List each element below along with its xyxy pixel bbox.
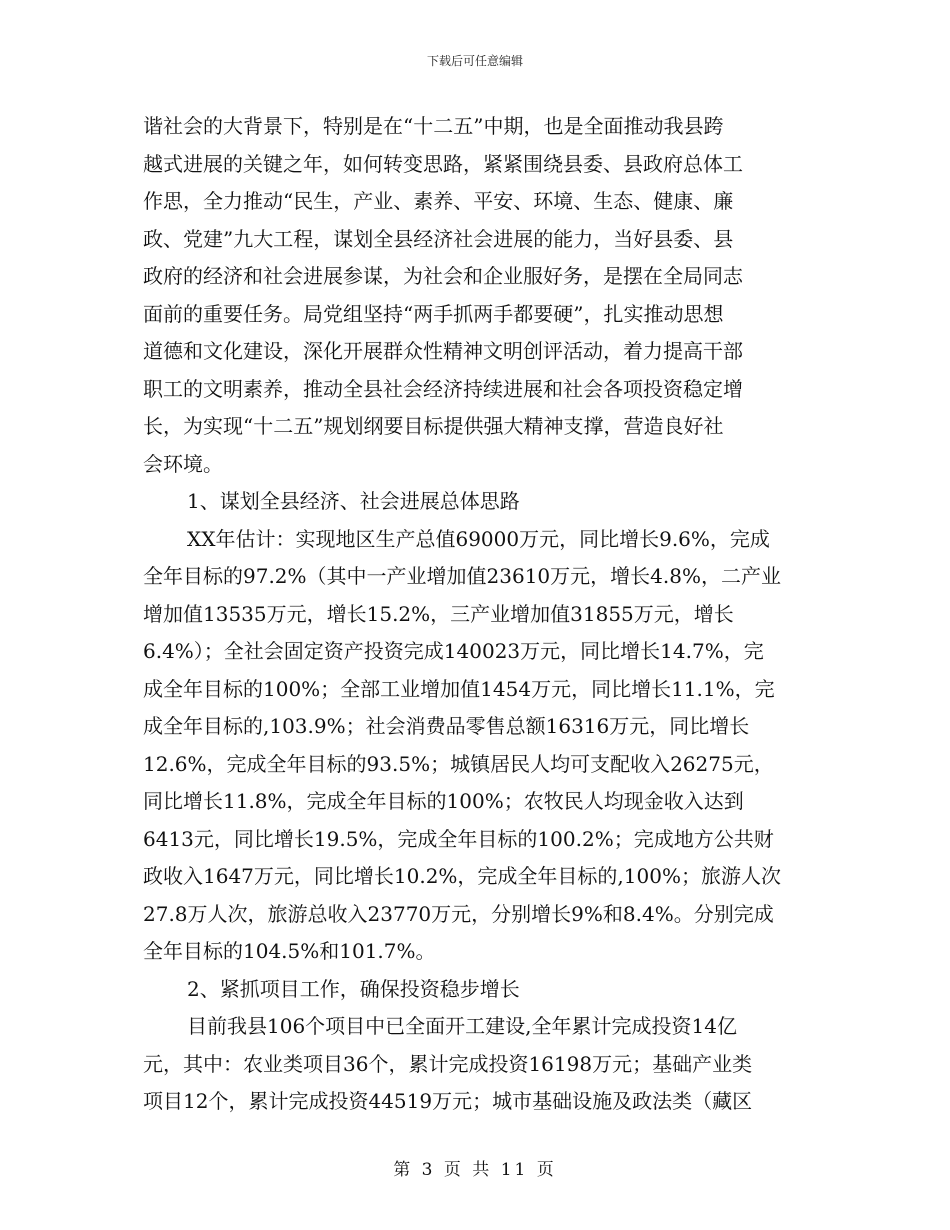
text-line: 政收入1647万元，同比增长10.2%，完成全年目标的,100%；旅游人次 (143, 864, 781, 888)
text-line: 6413元，同比增长19.5%，完成全年目标的100.2%；完成地方公共财 (143, 826, 774, 851)
text-line: 作思，全力推动“民生，产业、素养、平安、环境、生态、健康、廉 (143, 189, 734, 213)
text-line: 道德和文化建设，深化开展群众性精神文明创评活动，着力提高干部 (143, 339, 743, 363)
text-line: 6.4%）；全社会固定资产投资完成140023万元，同比增长14.7%，完 (143, 639, 764, 663)
text-line: 越式进展的关键之年，如何转变思路，紧紧围绕县委、县政府总体工 (143, 151, 743, 176)
text-line: 政府的经济和社会进展参谋，为社会和企业服好务，是摆在全局同志 (143, 264, 743, 288)
text-line: 全年目标的104.5%和101.7%。 (143, 939, 436, 963)
text-line: 27.8万人次，旅游总收入23770万元，分别增长9%和8.4%。分别完成 (143, 901, 774, 926)
text-line: 谐社会的大背景下，特别是在“十二五”中期，也是全面推动我县跨 (143, 114, 724, 138)
text-line: 元，其中：农业类项目36个，累计完成投资16198万元；基础产业类 (143, 1051, 753, 1076)
text-line: 12.6%，完成全年目标的93.5%；城镇居民人均可支配收入26275元， (143, 751, 774, 776)
page-number-footer: 第 3 页 共 11 页 (393, 1160, 557, 1180)
text-line: 同比增长11.8%，完成全年目标的100%；农牧民人均现金收入达到 (143, 789, 744, 813)
text-line: 目前我县106个项目中已全面开工建设,全年累计完成投资14亿 (187, 1014, 737, 1038)
text-line: XX年估计：实现地区生产总值69000万元，同比增长9.6%，完成 (187, 526, 770, 551)
text-line: 面前的重要任务。局党组坚持“两手抓两手都要硬”，扎实推动思想 (143, 301, 724, 326)
text-line: 成全年目标的,103.9%；社会消费品零售总额16316万元，同比增长 (143, 714, 750, 738)
text-line: 成全年目标的100%；全部工业增加值1454万元，同比增长11.1%，完 (143, 676, 775, 701)
text-line: 2、紧抓项目工作，确保投资稳步增长 (187, 976, 520, 1001)
text-line: 政、党建”九大工程，谋划全县经济社会进展的能力，当好县委、县 (143, 226, 734, 251)
page-header: 下载后可任意编辑 (426, 54, 523, 68)
text-line: 项目12个，累计完成投资44519万元；城市基础设施及政法类（藏区 (143, 1089, 753, 1113)
text-line: 职工的文明素养，推动全县社会经济持续进展和社会各项投资稳定增 (143, 376, 743, 401)
text-line: 增加值13535万元，增长15.2%，三产业增加值31855万元，增长 (143, 601, 734, 626)
text-line: 会环境。 (143, 451, 223, 476)
text-line: 全年目标的97.2%（其中一产业增加值23610万元，增长4.8%，二产业 (143, 564, 781, 588)
document-body (143, 108, 813, 1121)
text-line: 长，为实现“十二五”规划纲要目标提供强大精神支撑，营造良好社 (143, 414, 724, 438)
text-line: 1、谋划全县经济、社会进展总体思路 (187, 489, 520, 513)
